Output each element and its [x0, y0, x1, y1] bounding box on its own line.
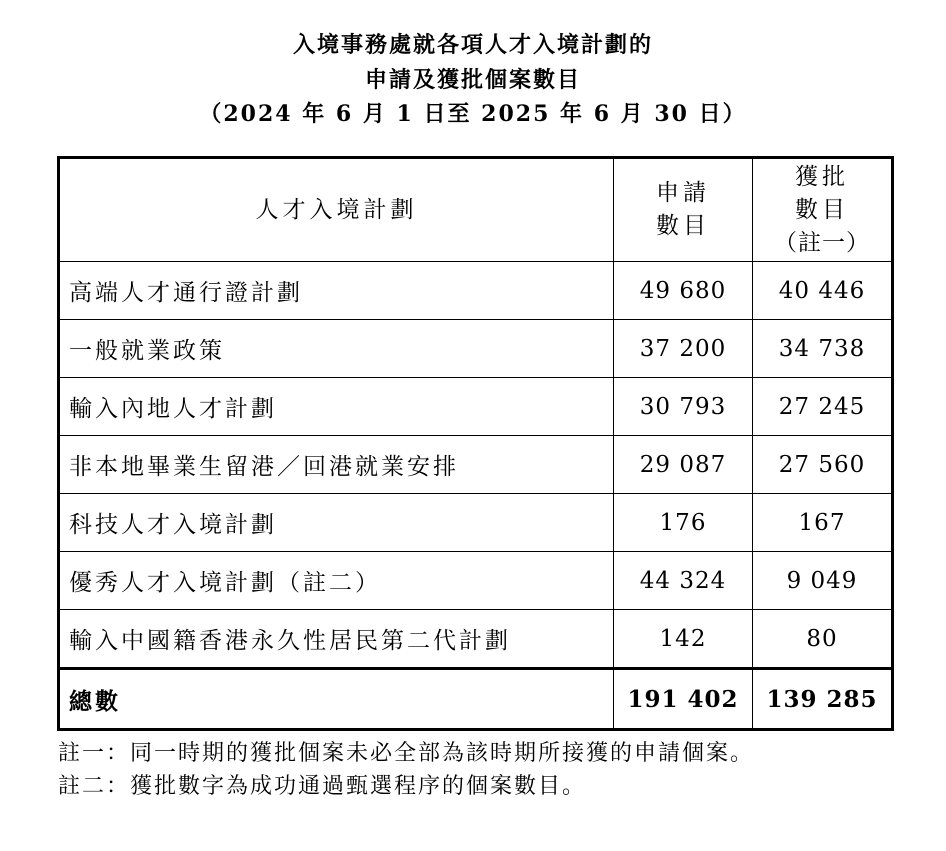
applications-count: 37 200 [614, 320, 753, 378]
scheme-name: 輸入內地人才計劃 [59, 378, 614, 436]
approved-count: 27 560 [753, 436, 893, 494]
footnotes [58, 737, 754, 803]
table-row [59, 378, 893, 436]
header-applications-line2: 數目 [656, 213, 710, 239]
table-header-row [59, 158, 893, 262]
table-row [59, 552, 893, 610]
applications-count: 142 [614, 610, 753, 669]
header-applications [614, 158, 753, 262]
approved-count: 34 738 [753, 320, 893, 378]
header-scheme: 人才入境計劃 [59, 158, 614, 262]
applications-count: 176 [614, 494, 753, 552]
approved-count: 27 245 [753, 378, 893, 436]
table-total-row [59, 669, 893, 730]
scheme-name: 高端人才通行證計劃 [59, 262, 614, 320]
total-applications: 191 402 [614, 669, 753, 730]
total-label: 總數 [59, 669, 614, 730]
applications-count: 29 087 [614, 436, 753, 494]
statistics-table [57, 156, 894, 731]
approved-count: 9 049 [753, 552, 893, 610]
scheme-name: 一般就業政策 [59, 320, 614, 378]
title-line-2: 申請及獲批個案數目 [364, 67, 581, 93]
scheme-name: 非本地畢業生留港／回港就業安排 [59, 436, 614, 494]
note-2: 註二：獲批數字為成功通過甄選程序的個案數目。 [58, 774, 587, 799]
table-row [59, 320, 893, 378]
applications-count: 30 793 [614, 378, 753, 436]
table-row [59, 494, 893, 552]
header-approved [753, 158, 893, 262]
total-approved: 139 285 [753, 669, 893, 730]
header-approved-line1: 獲批 [795, 163, 849, 190]
approved-count: 40 446 [753, 262, 893, 320]
scheme-name: 科技人才入境計劃 [59, 494, 614, 552]
approved-count: 167 [753, 494, 893, 552]
scheme-name: 優秀人才入境計劃（註二） [59, 552, 614, 610]
header-approved-line3: （註一） [774, 229, 870, 256]
applications-count: 44 324 [614, 552, 753, 610]
note-1: 註一：同一時期的獲批個案未必全部為該時期所接獲的申請個案。 [58, 741, 755, 766]
scheme-name: 輸入中國籍香港永久性居民第二代計劃 [59, 610, 614, 669]
table-row [59, 610, 893, 669]
title-line-3: （2024 年 6 月 1 日至 2025 年 6 月 30 日） [199, 101, 747, 127]
table-row [59, 262, 893, 320]
header-approved-line2: 數目 [795, 196, 849, 223]
header-applications-line1: 申請 [656, 180, 710, 206]
title-line-1: 入境事務處就各項人才入境計劃的 [292, 32, 653, 58]
table-row [59, 436, 893, 494]
approved-count: 80 [753, 610, 893, 669]
applications-count: 49 680 [614, 262, 753, 320]
